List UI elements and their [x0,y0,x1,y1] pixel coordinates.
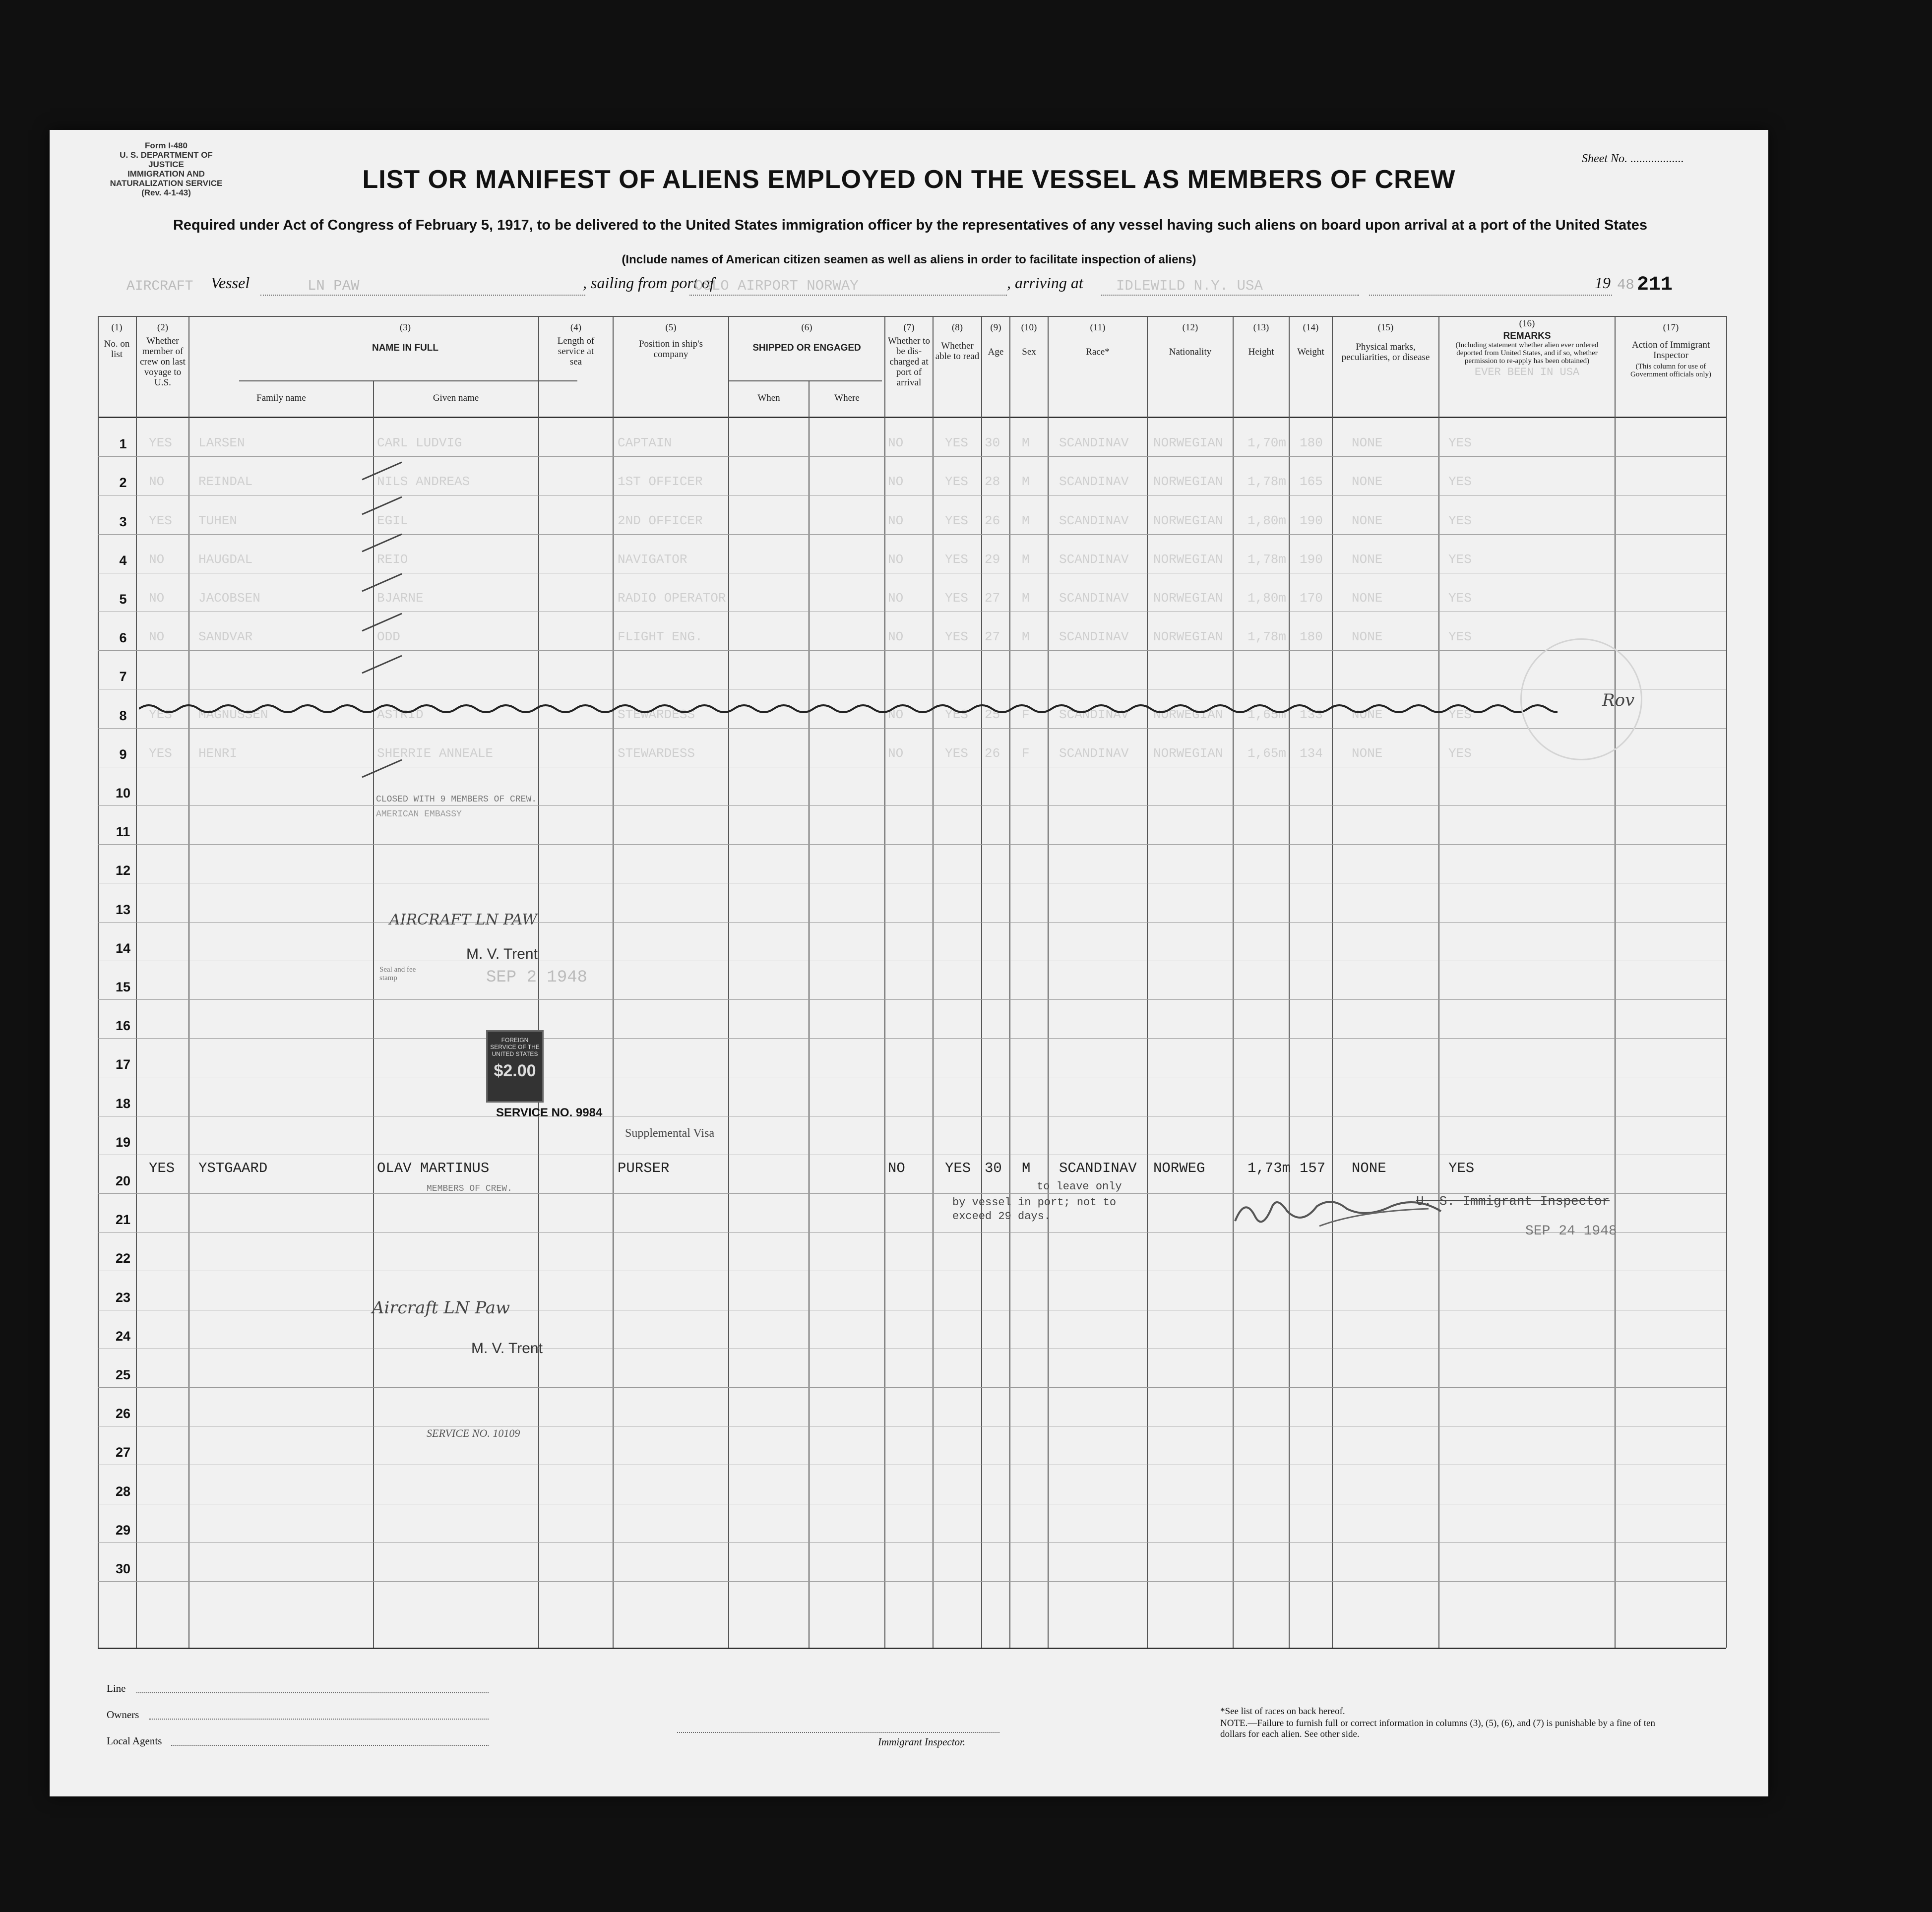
faint-entry-sex: F [1022,707,1030,722]
row-number: 4 [119,553,127,568]
faint-entry-crew: YES [149,707,172,722]
faint-entry-read: YES [945,474,968,490]
faint-entry-nationality: NORWEGIAN [1153,629,1223,645]
faint-entry-weight: 133 [1300,707,1323,722]
faint-entry-crew: YES [149,745,172,761]
faint-entry-remarks: YES [1448,591,1472,606]
closed-with-note-2: MEMBERS OF CREW. [427,1184,512,1194]
col9-header: (9) Age [988,322,1004,357]
row19-weight: 157 [1300,1160,1326,1176]
faint-entry-nationality: NORWEGIAN [1153,552,1223,567]
row19-read: YES [945,1160,971,1176]
row-number: 22 [115,1251,131,1266]
col16-header: (16) REMARKS (Including statement whether alien ever ordered deported from United States, and if so, whether permission to re-apply has been obtained) EVER BEEN IN USA [1439,318,1615,377]
remarks-header-note: EVER BEEN IN USA [1474,366,1580,378]
signature-2: M. V. Trent [471,1340,543,1357]
faint-entry-given: SHERRIE ANNEALE [377,745,494,761]
col5-header: (5) Position in ship's company [638,322,703,360]
col6-when-header: When [757,393,780,403]
faint-entry-discharged: NO [888,474,904,490]
faint-entry-family: TUHEN [198,513,238,528]
immigrant-inspector-label: Immigrant Inspector. [878,1736,966,1748]
faint-entry-age: 28 [985,474,1000,490]
col7-header: (7) Whether to be dis-charged at port of arrival [888,322,930,388]
row-number: 21 [115,1212,131,1228]
vessel-prefix: AIRCRAFT [126,279,193,294]
row-number: 16 [115,1018,131,1034]
faint-entry-given: CARL LUDVIG [377,435,462,451]
header-bottom [98,417,1726,418]
faint-entry-height: 1,80m [1247,591,1287,606]
faint-entry-discharged: NO [888,707,904,722]
faint-entry-age: 25 [985,707,1000,722]
row-divider [98,728,1726,729]
row-number: 9 [119,746,127,762]
row-number: 17 [115,1057,131,1072]
row-number: 3 [119,514,127,529]
col3-family-header: Family name [256,393,306,403]
faint-entry-marks: NONE [1352,629,1383,645]
seal-label: Seal and fee stamp [379,966,416,982]
inspector-initials: Rov [1602,690,1635,710]
col10-header: (10) Sex [1021,322,1037,357]
col15-header: (15) Physical marks, peculiarities, or disease [1341,322,1430,363]
table-bottom [98,1648,1726,1649]
faint-entry-nationality: NORWEGIAN [1153,745,1223,761]
faint-entry-age: 27 [985,629,1000,645]
row-number: 26 [115,1406,131,1421]
faint-entry-discharged: NO [888,513,904,528]
col17-header: (17) Action of Immigrant Inspector (This column for use of Government officials only) [1630,322,1711,378]
faint-entry-read: YES [945,552,968,567]
faint-entry-given: BJARNE [377,591,424,606]
faint-entry-position: RADIO OPERATOR [618,591,726,606]
faint-entry-race: SCANDINAV [1059,591,1129,606]
faint-entry-given: NILS ANDREAS [377,474,470,490]
row19-height: 1,73m [1247,1160,1291,1176]
faint-entry-discharged: NO [888,629,904,645]
faint-entry-discharged: NO [888,745,904,761]
row-number: 13 [115,902,131,917]
faint-entry-race: SCANDINAV [1059,552,1129,567]
faint-entry-marks: NONE [1352,707,1383,722]
faint-entry-nationality: NORWEGIAN [1153,435,1223,451]
col4-header: (4) Length of service at sea [557,322,595,367]
faint-entry-given: EGIL [377,513,408,528]
row-number: 28 [115,1483,131,1499]
service-number-1: SERVICE NO. 9984 [496,1106,603,1119]
faint-entry-read: YES [945,629,968,645]
faint-entry-family: HAUGDAL [198,552,253,567]
faint-entry-position: NAVIGATOR [618,552,687,567]
faint-entry-remarks: YES [1448,552,1472,567]
arriving-port: IDLEWILD N.Y. USA [1116,278,1263,294]
faint-entry-crew: NO [149,591,165,606]
col3-given-header: Given name [433,393,479,403]
faint-entry-crew: YES [149,513,172,528]
faint-entry-sex: M [1022,629,1030,645]
col11-header: (11) Race* [1086,322,1110,357]
faint-entry-given: ASTRID [377,707,424,722]
faint-entry-race: SCANDINAV [1059,707,1129,722]
exceed-note: exceed 29 days. [952,1210,1051,1223]
owners-label: Owners [107,1709,139,1721]
row-divider [98,844,1726,845]
row-number: 11 [116,824,130,840]
row19-age: 30 [985,1160,1002,1176]
row-divider [98,1387,1726,1388]
row-divider [98,534,1726,535]
faint-entry-read: YES [945,591,968,606]
table-top [98,316,1726,317]
row19-crew: YES [149,1160,175,1176]
date-stamp-1: SEP 2 1948 [486,968,588,987]
faint-entry-nationality: NORWEGIAN [1153,513,1223,528]
vessel-label: Vessel [211,274,250,292]
faint-entry-marks: NONE [1352,745,1383,761]
row-divider [98,999,1726,1000]
row-divider [98,650,1726,651]
row-number: 19 [115,1134,131,1150]
row19-discharged: NO [888,1160,905,1176]
col1-header: (1) No. on list [104,322,130,360]
faint-entry-discharged: NO [888,552,904,567]
faint-entry-read: YES [945,513,968,528]
row-divider [98,922,1726,923]
penalty-note: NOTE.—Failure to furnish full or correct information in columns (3), (5), (6), and (7) is punishable by a fine of ten dollars for each alien. See other side. [1220,1718,1655,1739]
faint-entry-marks: NONE [1352,552,1383,567]
row-number: 14 [115,940,131,956]
row-number: 27 [115,1445,131,1460]
row-divider [98,456,1726,457]
embassy-note-1: AMERICAN EMBASSY [376,809,462,819]
faint-entry-remarks: YES [1448,435,1472,451]
faint-entry-remarks: YES [1448,513,1472,528]
row19-marks: NONE [1352,1160,1386,1176]
row-number: 5 [119,592,127,607]
faint-entry-height: 1,70m [1247,435,1287,451]
row-number: 12 [115,863,131,878]
subtitle-note: (Include names of American citizen seamen as well as aliens in order to facilitate inspection of aliens) [622,253,1196,266]
row-divider [98,1542,1726,1543]
faint-entry-sex: M [1022,435,1030,451]
faint-entry-weight: 165 [1300,474,1323,490]
row-divider [98,1038,1726,1039]
row-number: 7 [119,669,127,684]
faint-entry-read: YES [945,707,968,722]
faint-entry-position: 2ND OFFICER [618,513,703,528]
faint-entry-weight: 180 [1300,435,1323,451]
row-number: 25 [115,1367,131,1382]
given-name-slashes [352,452,412,800]
faint-entry-race: SCANDINAV [1059,435,1129,451]
year-suffix: 48 [1617,277,1634,293]
faint-entry-sex: F [1022,745,1030,761]
page-number: 211 [1637,274,1673,296]
faint-entry-height: 1,78m [1247,552,1287,567]
service-number-2: SERVICE NO. 10109 [427,1427,520,1439]
faint-entry-family: SANDVAR [198,629,253,645]
faint-entry-age: 27 [985,591,1000,606]
faint-entry-height: 1,65m [1247,707,1287,722]
faint-entry-read: YES [945,435,968,451]
row-number: 29 [115,1522,131,1538]
closed-with-note-1: CLOSED WITH 9 MEMBERS OF CREW. [376,795,537,804]
inspector-title: U. S. Immigrant Inspector [1416,1194,1610,1209]
sheet-number-label: Sheet No. .................. [1582,152,1684,165]
row-number: 10 [115,786,131,801]
faint-entry-position: CAPTAIN [618,435,672,451]
supplemental-visa: Supplemental Visa [625,1127,715,1140]
faint-entry-marks: NONE [1352,591,1383,606]
row-number: 20 [115,1173,131,1188]
faint-entry-race: SCANDINAV [1059,745,1129,761]
faint-entry-remarks: YES [1448,629,1472,645]
faint-entry-sex: M [1022,474,1030,490]
faint-entry-weight: 190 [1300,513,1323,528]
row19-family-name: YSTGAARD [198,1160,268,1176]
faint-entry-nationality: NORWEGIAN [1153,474,1223,490]
col2-header: (2) Whether member of crew on last voyage to U.S. [140,322,186,388]
signature-1: M. V. Trent [466,946,538,962]
row-divider [98,1581,1726,1582]
faint-entry-read: YES [945,745,968,761]
row-number: 24 [115,1328,131,1344]
subtitle: Required under Act of Congress of February 5, 1917, to be delivered to the United States immigration officer by the representatives of any vessel having such aliens on board upon arrival at a port of the United States [173,217,1648,233]
faint-entry-remarks: YES [1448,474,1472,490]
line-label: Line [107,1682,126,1694]
faint-entry-height: 1,65m [1247,745,1287,761]
col6-header: (6) SHIPPED OR ENGAGED [752,322,861,353]
row-number: 18 [115,1096,131,1111]
leave-note: to leave only [1037,1180,1122,1193]
col12-header: (12) Nationality [1169,322,1212,357]
row-number: 23 [115,1290,131,1305]
faint-entry-race: SCANDINAV [1059,629,1129,645]
row-number: 6 [119,630,127,646]
row-number: 15 [115,980,131,994]
faint-entry-nationality: NORWEGIAN [1153,591,1223,606]
manifest-sheet [50,130,1768,1796]
local-agents-label: Local Agents [107,1735,162,1747]
faint-entry-discharged: NO [888,435,904,451]
row19-given-name: OLAV MARTINUS [377,1160,490,1176]
faint-entry-family: HENRI [198,745,238,761]
col8-header: (8) Whether able to read [935,322,980,362]
faint-entry-age: 26 [985,745,1000,761]
row-number: 8 [119,708,127,723]
faint-entry-position: STEWARDESS [618,707,695,722]
inspector-date: SEP 24 1948 [1525,1224,1617,1239]
faint-entry-family: JACOBSEN [198,591,260,606]
row19-sex: M [1022,1160,1031,1176]
vessel-name: LN PAW [308,278,360,294]
vessel-port-note: by vessel in port; not to [952,1196,1117,1209]
row19-position: PURSER [618,1160,670,1176]
faint-entry-marks: NONE [1352,513,1383,528]
faint-entry-age: 30 [985,435,1000,451]
sailing-label: , sailing from port of [583,274,714,292]
faint-entry-family: LARSEN [198,435,245,451]
faint-entry-position: FLIGHT ENG. [618,629,703,645]
faint-entry-race: SCANDINAV [1059,513,1129,528]
faint-entry-discharged: NO [888,591,904,606]
faint-entry-family: MAGNUSSEN [198,707,268,722]
faint-entry-remarks: YES [1448,707,1472,722]
faint-entry-crew: NO [149,629,165,645]
row19-race: SCANDINAV [1059,1160,1137,1176]
faint-entry-nationality: NORWEGIAN [1153,707,1223,722]
faint-entry-crew: NO [149,552,165,567]
faint-entry-marks: NONE [1352,435,1383,451]
faint-entry-sex: M [1022,552,1030,567]
faint-entry-weight: 190 [1300,552,1323,567]
arriving-label: , arriving at [1007,274,1083,292]
aircraft-handwritten-2: Aircraft LN Paw [372,1298,510,1318]
year-label: 19 [1595,274,1611,292]
faint-entry-remarks: YES [1448,745,1472,761]
faint-entry-position: 1ST OFFICER [618,474,703,490]
col14-header: (14) Weight [1297,322,1324,357]
row19-nationality: NORWEG [1153,1160,1205,1176]
faint-entry-marks: NONE [1352,474,1383,490]
row7-strikethrough [139,698,1558,718]
faint-entry-sex: M [1022,591,1030,606]
row-number: 1 [119,436,127,452]
faint-entry-crew: NO [149,474,165,490]
row-divider [98,805,1726,806]
form-id: Form I-480 U. S. DEPARTMENT OF JUSTICE IMMIGRATION AND NATURALIZATION SERVICE (Rev. 4-1-43) [110,141,223,197]
faint-entry-height: 1,78m [1247,629,1287,645]
faint-entry-given: REIO [377,552,408,567]
faint-entry-weight: 180 [1300,629,1323,645]
faint-entry-crew: YES [149,435,172,451]
faint-entry-sex: M [1022,513,1030,528]
col3-header: (3) NAME IN FULL [372,322,439,353]
faint-entry-weight: 134 [1300,745,1323,761]
faint-entry-family: REINDAL [198,474,253,490]
faint-entry-given: ODD [377,629,400,645]
faint-entry-position: STEWARDESS [618,745,695,761]
col6-where-header: Where [834,393,860,403]
faint-entry-race: SCANDINAV [1059,474,1129,490]
faint-entry-age: 26 [985,513,1000,528]
faint-entry-weight: 170 [1300,591,1323,606]
race-note: *See list of races on back hereof. [1220,1706,1345,1717]
sailing-port: OSLO AIRPORT NORWAY [694,278,859,294]
faint-entry-height: 1,80m [1247,513,1287,528]
aircraft-handwritten-1: AIRCRAFT LN PAW [389,911,538,928]
page-title: LIST OR MANIFEST OF ALIENS EMPLOYED ON THE VESSEL AS MEMBERS OF CREW [362,165,1456,194]
faint-entry-age: 29 [985,552,1000,567]
row-number: 30 [115,1561,131,1576]
circular-seal [1520,638,1642,760]
row-number: 2 [119,475,127,491]
faint-entry-height: 1,78m [1247,474,1287,490]
fee-stamp: FOREIGN SERVICE OF THE UNITED STATES $2.00 [486,1030,544,1103]
row19-remarks: YES [1448,1160,1475,1176]
col13-header: (13) Height [1248,322,1274,357]
